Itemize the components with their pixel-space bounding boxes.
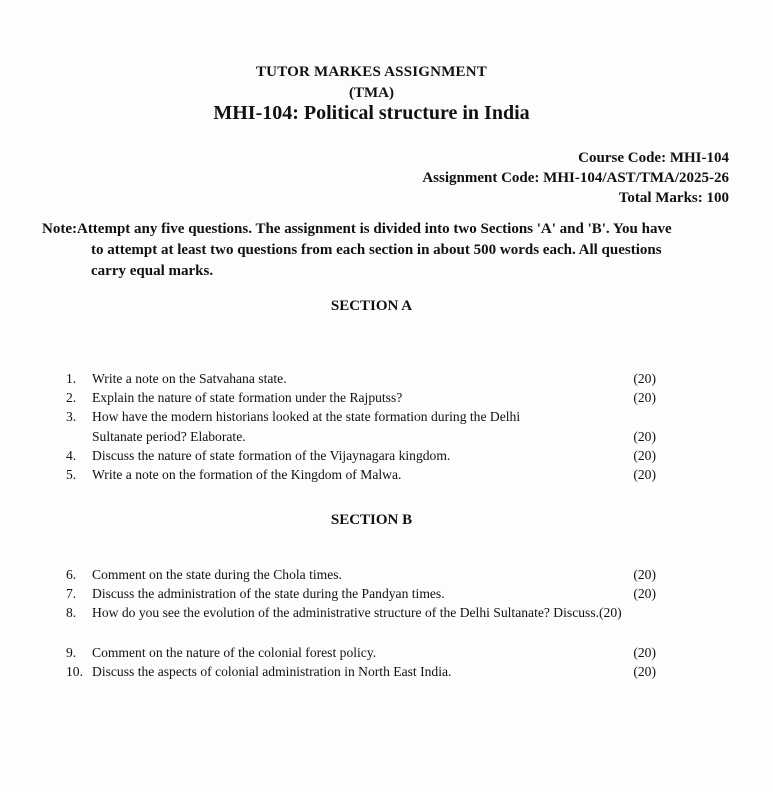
- question-number: 9.: [66, 645, 77, 660]
- question-number: 5.: [66, 467, 77, 482]
- total-marks: Total Marks: 100: [618, 190, 729, 206]
- doc-heading-line1: TUTOR MARKES ASSIGNMENT: [255, 64, 488, 80]
- question-item: [66, 605, 686, 621]
- question-text: Comment on the state during the Chola times.: [92, 567, 342, 582]
- question-number: 7.: [66, 586, 77, 601]
- question-item: [66, 429, 656, 445]
- question-number: 10.: [66, 664, 83, 679]
- question-text: Explain the nature of state formation under the Rajputss?: [92, 390, 403, 405]
- question-marks: (20): [633, 567, 656, 582]
- question-number: 3.: [66, 409, 77, 424]
- question-item: [66, 467, 656, 483]
- course-code: Course Code: MHI-104: [578, 150, 729, 166]
- question-item: [66, 645, 656, 661]
- section-a-title: SECTION A: [330, 298, 413, 314]
- question-marks: (20): [633, 429, 656, 444]
- question-number: 8.: [66, 605, 77, 620]
- question-item: [66, 371, 656, 387]
- question-text: How have the modern historians looked at the state formation during the Delhi: [92, 409, 521, 424]
- question-number: 6.: [66, 567, 77, 582]
- question-text: Discuss the nature of state formation of the Vijaynagara kingdom.: [92, 448, 451, 463]
- question-text: Discuss the administration of the state during the Pandyan times.: [92, 586, 445, 601]
- question-marks: (20): [633, 390, 656, 405]
- question-number: 2.: [66, 390, 77, 405]
- question-marks: (20): [633, 586, 656, 601]
- question-marks: (20): [633, 371, 656, 386]
- question-number: 1.: [66, 371, 77, 386]
- question-text: Sultanate period? Elaborate.: [92, 429, 246, 444]
- question-marks: (20): [633, 664, 656, 679]
- doc-title: MHI-104: Political structure in India: [213, 102, 530, 124]
- note-line-3: carry equal marks.: [91, 263, 214, 279]
- question-item: [66, 448, 656, 464]
- assignment-code: Assignment Code: MHI-104/AST/TMA/2025-26: [422, 170, 729, 186]
- question-text: How do you see the evolution of the administrative structure of the Delhi Sultanate? Discuss.(20): [92, 605, 622, 620]
- note-line-2: to attempt at least two questions from each section in about 500 words each. All questions: [91, 242, 662, 258]
- question-text: Write a note on the formation of the Kingdom of Malwa.: [92, 467, 402, 482]
- question-marks: (20): [633, 467, 656, 482]
- instructions-note: [42, 219, 732, 282]
- question-text: Comment on the nature of the colonial forest policy.: [92, 645, 377, 660]
- question-marks: (20): [633, 645, 656, 660]
- question-item: [66, 390, 656, 406]
- note-line-1: Note:Attempt any five questions. The assignment is divided into two Sections 'A' and 'B'. You have: [42, 221, 672, 237]
- question-item: [66, 664, 656, 680]
- question-marks: (20): [633, 448, 656, 463]
- question-item: [66, 586, 656, 602]
- question-item: [66, 567, 656, 583]
- doc-heading-line2: (TMA): [349, 85, 394, 101]
- question-item: [66, 409, 656, 425]
- question-text: Write a note on the Satvahana state.: [92, 371, 287, 386]
- section-b-title: SECTION B: [330, 512, 413, 528]
- question-number: 4.: [66, 448, 77, 463]
- question-text: Discuss the aspects of colonial administration in North East India.: [92, 664, 452, 679]
